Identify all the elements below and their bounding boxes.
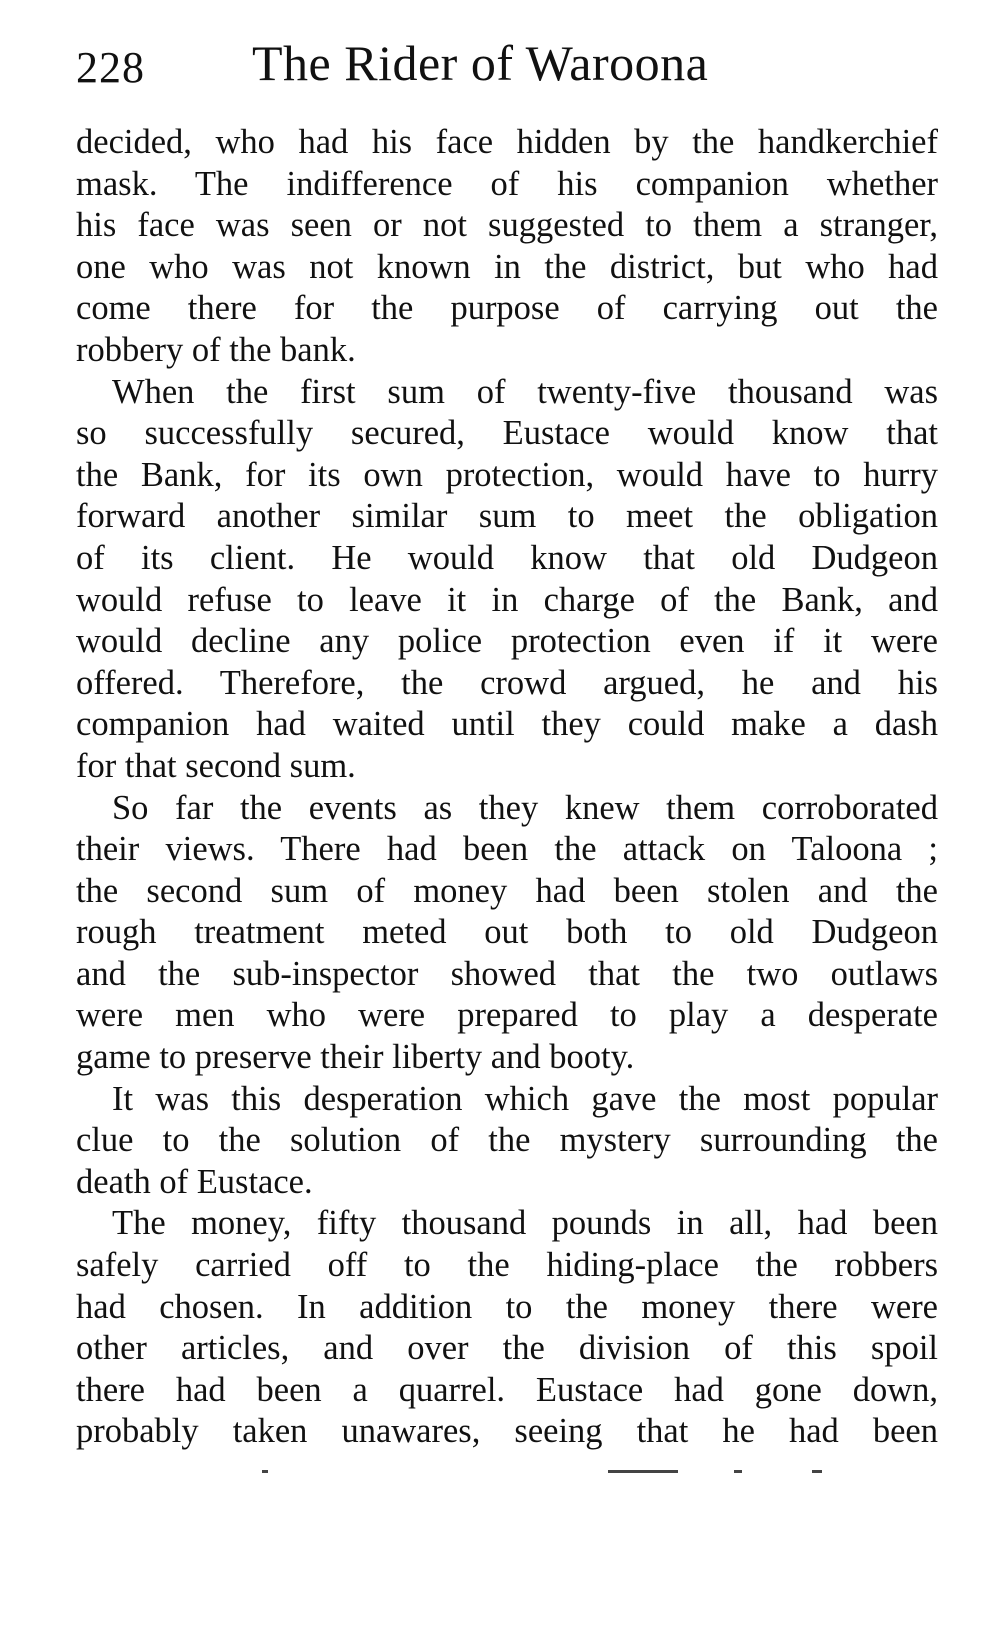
text-line: companion had waited until they could make a dash (76, 705, 938, 744)
text-line: their views. There had been the attack on Taloona ; (76, 830, 938, 869)
text-line: were men who were prepared to play a desperate (76, 996, 938, 1035)
text-line: probably taken unawares, seeing that he had been (76, 1412, 938, 1451)
text-line: other articles, and over the division of this spoil (76, 1329, 938, 1368)
text-line: The money, fifty thousand pounds in all, had been (112, 1204, 938, 1243)
page-header (76, 34, 936, 104)
paragraph-4 (76, 1079, 938, 1204)
text-line: When the first sum of twenty-five thousand was (112, 372, 938, 411)
text-line: decided, who had his face hidden by the handkerchief (76, 123, 938, 161)
text-line: would decline any police protection even if it were (76, 622, 938, 661)
text-line: death of Eustace. (76, 1162, 313, 1201)
text-line: offered. Therefore, the crowd argued, he and his (76, 663, 938, 702)
text-line: clue to the solution of the mystery surrounding the (76, 1121, 938, 1160)
text-line: forward another similar sum to meet the obligation (76, 497, 938, 536)
text-line: game to preserve their liberty and booty. (76, 1038, 635, 1077)
text-line: robbery of the bank. (76, 330, 356, 369)
text-line: So far the events as they knew them corroborated (112, 788, 938, 827)
text-line: for that second sum. (76, 746, 356, 785)
running-title: The Rider of Waroona (252, 35, 709, 91)
text-line: there had been a quarrel. Eustace had gone down, (76, 1370, 938, 1409)
paragraph-5 (76, 1203, 938, 1453)
text-line: rough treatment meted out both to old Dudgeon (76, 913, 938, 952)
paragraph-3 (76, 788, 938, 1079)
text-line: one who was not known in the district, but who had (76, 247, 938, 286)
text-line: safely carried off to the hiding-place the robbers (76, 1246, 938, 1285)
text-line: and the sub-inspector showed that the two outlaws (76, 954, 938, 993)
text-line: It was this desperation which gave the most popular (112, 1079, 938, 1118)
page-number: 228 (76, 43, 145, 92)
cut-off-line-fragments (76, 1470, 938, 1484)
ink-fragment (608, 1470, 678, 1473)
ink-fragment (734, 1470, 742, 1473)
paragraph-2 (76, 372, 938, 788)
text-line: of its client. He would know that old Dudgeon (76, 538, 938, 577)
text-line: the Bank, for its own protection, would have to hurry (76, 455, 938, 494)
text-line: his face was seen or not suggested to them a stranger, (76, 206, 938, 245)
text-line: come there for the purpose of carrying out the (76, 289, 938, 328)
text-line: mask. The indifference of his companion whether (76, 164, 938, 203)
body-text (76, 122, 938, 1453)
text-line: had chosen. In addition to the money there were (76, 1287, 938, 1326)
text-line: the second sum of money had been stolen and the (76, 871, 938, 910)
text-line: would refuse to leave it in charge of the Bank, and (76, 580, 938, 619)
paragraph-1 (76, 122, 938, 372)
text-line: so successfully secured, Eustace would know that (76, 414, 938, 453)
ink-fragment (262, 1470, 268, 1473)
ink-fragment (812, 1470, 822, 1473)
